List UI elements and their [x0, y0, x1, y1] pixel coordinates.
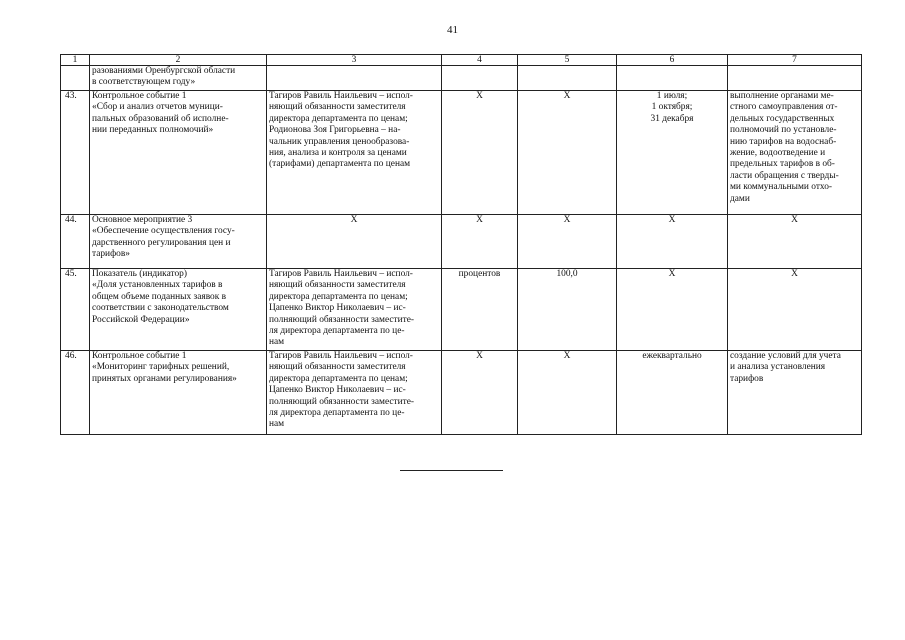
table-row [61, 351, 862, 435]
cell-text-line: Основное мероприятие 3 [92, 215, 193, 225]
header-cell: 5 [518, 55, 617, 66]
cell-text-line: Тагиров Равиль Наильевич – испол- [269, 351, 413, 361]
cell-text-line: полномочий по установле- [730, 125, 837, 136]
cell-text-line: жение, водоотведение и [730, 148, 826, 159]
value-cell [518, 66, 617, 91]
header-cell: 4 [442, 55, 518, 66]
cell-text-line: Российской Федерации» [92, 314, 190, 325]
cell-text-line: директора департамента по ценам; [269, 113, 408, 124]
cell-text-line: Показатель (индикатор) [92, 269, 187, 279]
row-number-cell: 46. [61, 351, 90, 435]
cell-text-line: (тарифами) департамента по ценам [269, 159, 411, 170]
responsible-cell [267, 91, 442, 215]
cell-text-line: ми коммунальными отхо- [730, 182, 833, 193]
cell-text-line: Х [791, 269, 798, 279]
cell-text-line: няющий обязанности заместителя [269, 362, 406, 373]
row-number-cell: 45. [61, 269, 90, 351]
cell-text-line: тарифов [730, 373, 764, 384]
table-row [61, 66, 862, 91]
value-cell: Х [518, 91, 617, 215]
result-cell [728, 91, 862, 215]
cell-text-line: выполнение органами ме- [730, 91, 834, 101]
cell-text-line: ля директора департамента по це- [269, 408, 405, 419]
measure-cell [90, 351, 267, 435]
measure-cell [90, 66, 267, 91]
header-cell: 6 [617, 55, 728, 66]
cell-text-line: и анализа установления [730, 362, 826, 373]
table-row [61, 91, 862, 215]
document-table [60, 54, 862, 435]
cell-text-line: дельных государственных [730, 113, 835, 124]
value-cell: 100,0 [518, 269, 617, 351]
value-cell: Х [518, 351, 617, 435]
table-body [61, 55, 862, 435]
cell-text-line: Х [350, 215, 358, 225]
cell-text-line: Тагиров Равиль Наильевич – испол- [269, 269, 413, 279]
cell-text-line: 1 июля; [656, 91, 688, 101]
cell-text-line: Контрольное событие 1 [92, 91, 187, 101]
cell-text-line: 1 октября; [651, 102, 693, 113]
cell-text-line: ласти обращения с тверды- [730, 170, 839, 181]
cell-text-line: Цапенко Виктор Николаевич – ис- [269, 303, 406, 314]
cell-text-line: в соответствующем году» [92, 77, 196, 88]
cell-text-line: ния, анализа и контроля за ценами [269, 148, 407, 159]
deadline-cell [617, 351, 728, 435]
cell-text-line: «Обеспечение осуществления госу- [92, 226, 235, 237]
cell-text-line: стного самоуправления от- [730, 102, 838, 113]
closing-rule [400, 470, 503, 471]
measure-cell [90, 269, 267, 351]
header-cell: 3 [267, 55, 442, 66]
row-number-cell: 43. [61, 91, 90, 215]
cell-text-line: Х [668, 215, 676, 225]
cell-text-line: разованиями Оренбургской области [92, 66, 236, 76]
row-number-cell: 44. [61, 215, 90, 269]
header-cell: 2 [90, 55, 267, 66]
cell-text-line: нам [269, 337, 285, 348]
cell-text-line: директора департамента по ценам; [269, 291, 408, 302]
cell-text-line: Цапенко Виктор Николаевич – ис- [269, 385, 406, 396]
cell-text-line: Тагиров Равиль Наильевич – испол- [269, 91, 413, 101]
unit-cell: Х [442, 215, 518, 269]
cell-text-line: няющий обязанности заместителя [269, 280, 406, 291]
cell-text-line: тарифов» [92, 249, 130, 260]
cell-text-line: нам [269, 419, 285, 430]
deadline-cell [617, 91, 728, 215]
responsible-cell [267, 66, 442, 91]
cell-text-line: ля директора департамента по це- [269, 326, 405, 337]
unit-cell: процентов [442, 269, 518, 351]
unit-cell: Х [442, 91, 518, 215]
result-cell [728, 215, 862, 269]
row-number-cell [61, 66, 90, 91]
responsible-cell [267, 215, 442, 269]
unit-cell: Х [442, 351, 518, 435]
header-cell: 1 [61, 55, 90, 66]
cell-text-line: ежеквартально [642, 351, 702, 361]
result-cell [728, 351, 862, 435]
deadline-cell [617, 269, 728, 351]
cell-text-line: полняющий обязанности заместите- [269, 314, 415, 325]
cell-text-line: создание условий для учета [730, 351, 841, 361]
deadline-cell [617, 66, 728, 91]
cell-text-line: пальных образований об исполне- [92, 113, 229, 124]
table-row [61, 215, 862, 269]
cell-text-line: дарственного регулирования цен и [92, 237, 231, 248]
cell-text-line: директора департамента по ценам; [269, 373, 408, 384]
cell-text-line: чальник управления ценообразова- [269, 136, 410, 147]
page-number: 41 [447, 24, 458, 36]
cell-text-line: Х [791, 215, 798, 225]
cell-text-line: общем объеме поданных заявок в [92, 291, 227, 302]
cell-text-line: дами [730, 193, 750, 204]
measure-cell [90, 215, 267, 269]
cell-text-line: полняющий обязанности заместите- [269, 396, 415, 407]
header-cell: 7 [728, 55, 862, 66]
cell-text-line: «Мониторинг тарифных решений, [92, 362, 230, 373]
measure-cell [90, 91, 267, 215]
responsible-cell [267, 351, 442, 435]
header-row [61, 55, 862, 66]
result-cell [728, 269, 862, 351]
cell-text-line: 31 декабря [650, 113, 694, 124]
cell-text-line: нию тарифов на водоснаб- [730, 136, 837, 147]
table-row [61, 269, 862, 351]
cell-text-line: Родионова Зоя Григорьевна – на- [269, 125, 401, 136]
cell-text-line: «Сбор и анализ отчетов муници- [92, 102, 223, 113]
cell-text-line: Контрольное событие 1 [92, 351, 187, 361]
unit-cell [442, 66, 518, 91]
cell-text-line: «Доля установленных тарифов в [92, 280, 223, 291]
cell-text-line: принятых органами регулирования» [92, 373, 237, 384]
cell-text-line: няющий обязанности заместителя [269, 102, 406, 113]
cell-text-line: соответствии с законодательством [92, 303, 229, 314]
value-cell: Х [518, 215, 617, 269]
responsible-cell [267, 269, 442, 351]
deadline-cell [617, 215, 728, 269]
cell-text-line: предельных тарифов в об- [730, 159, 835, 170]
cell-text-line: Х [668, 269, 676, 279]
result-cell [728, 66, 862, 91]
cell-text-line: нии переданных полномочий» [92, 125, 214, 136]
